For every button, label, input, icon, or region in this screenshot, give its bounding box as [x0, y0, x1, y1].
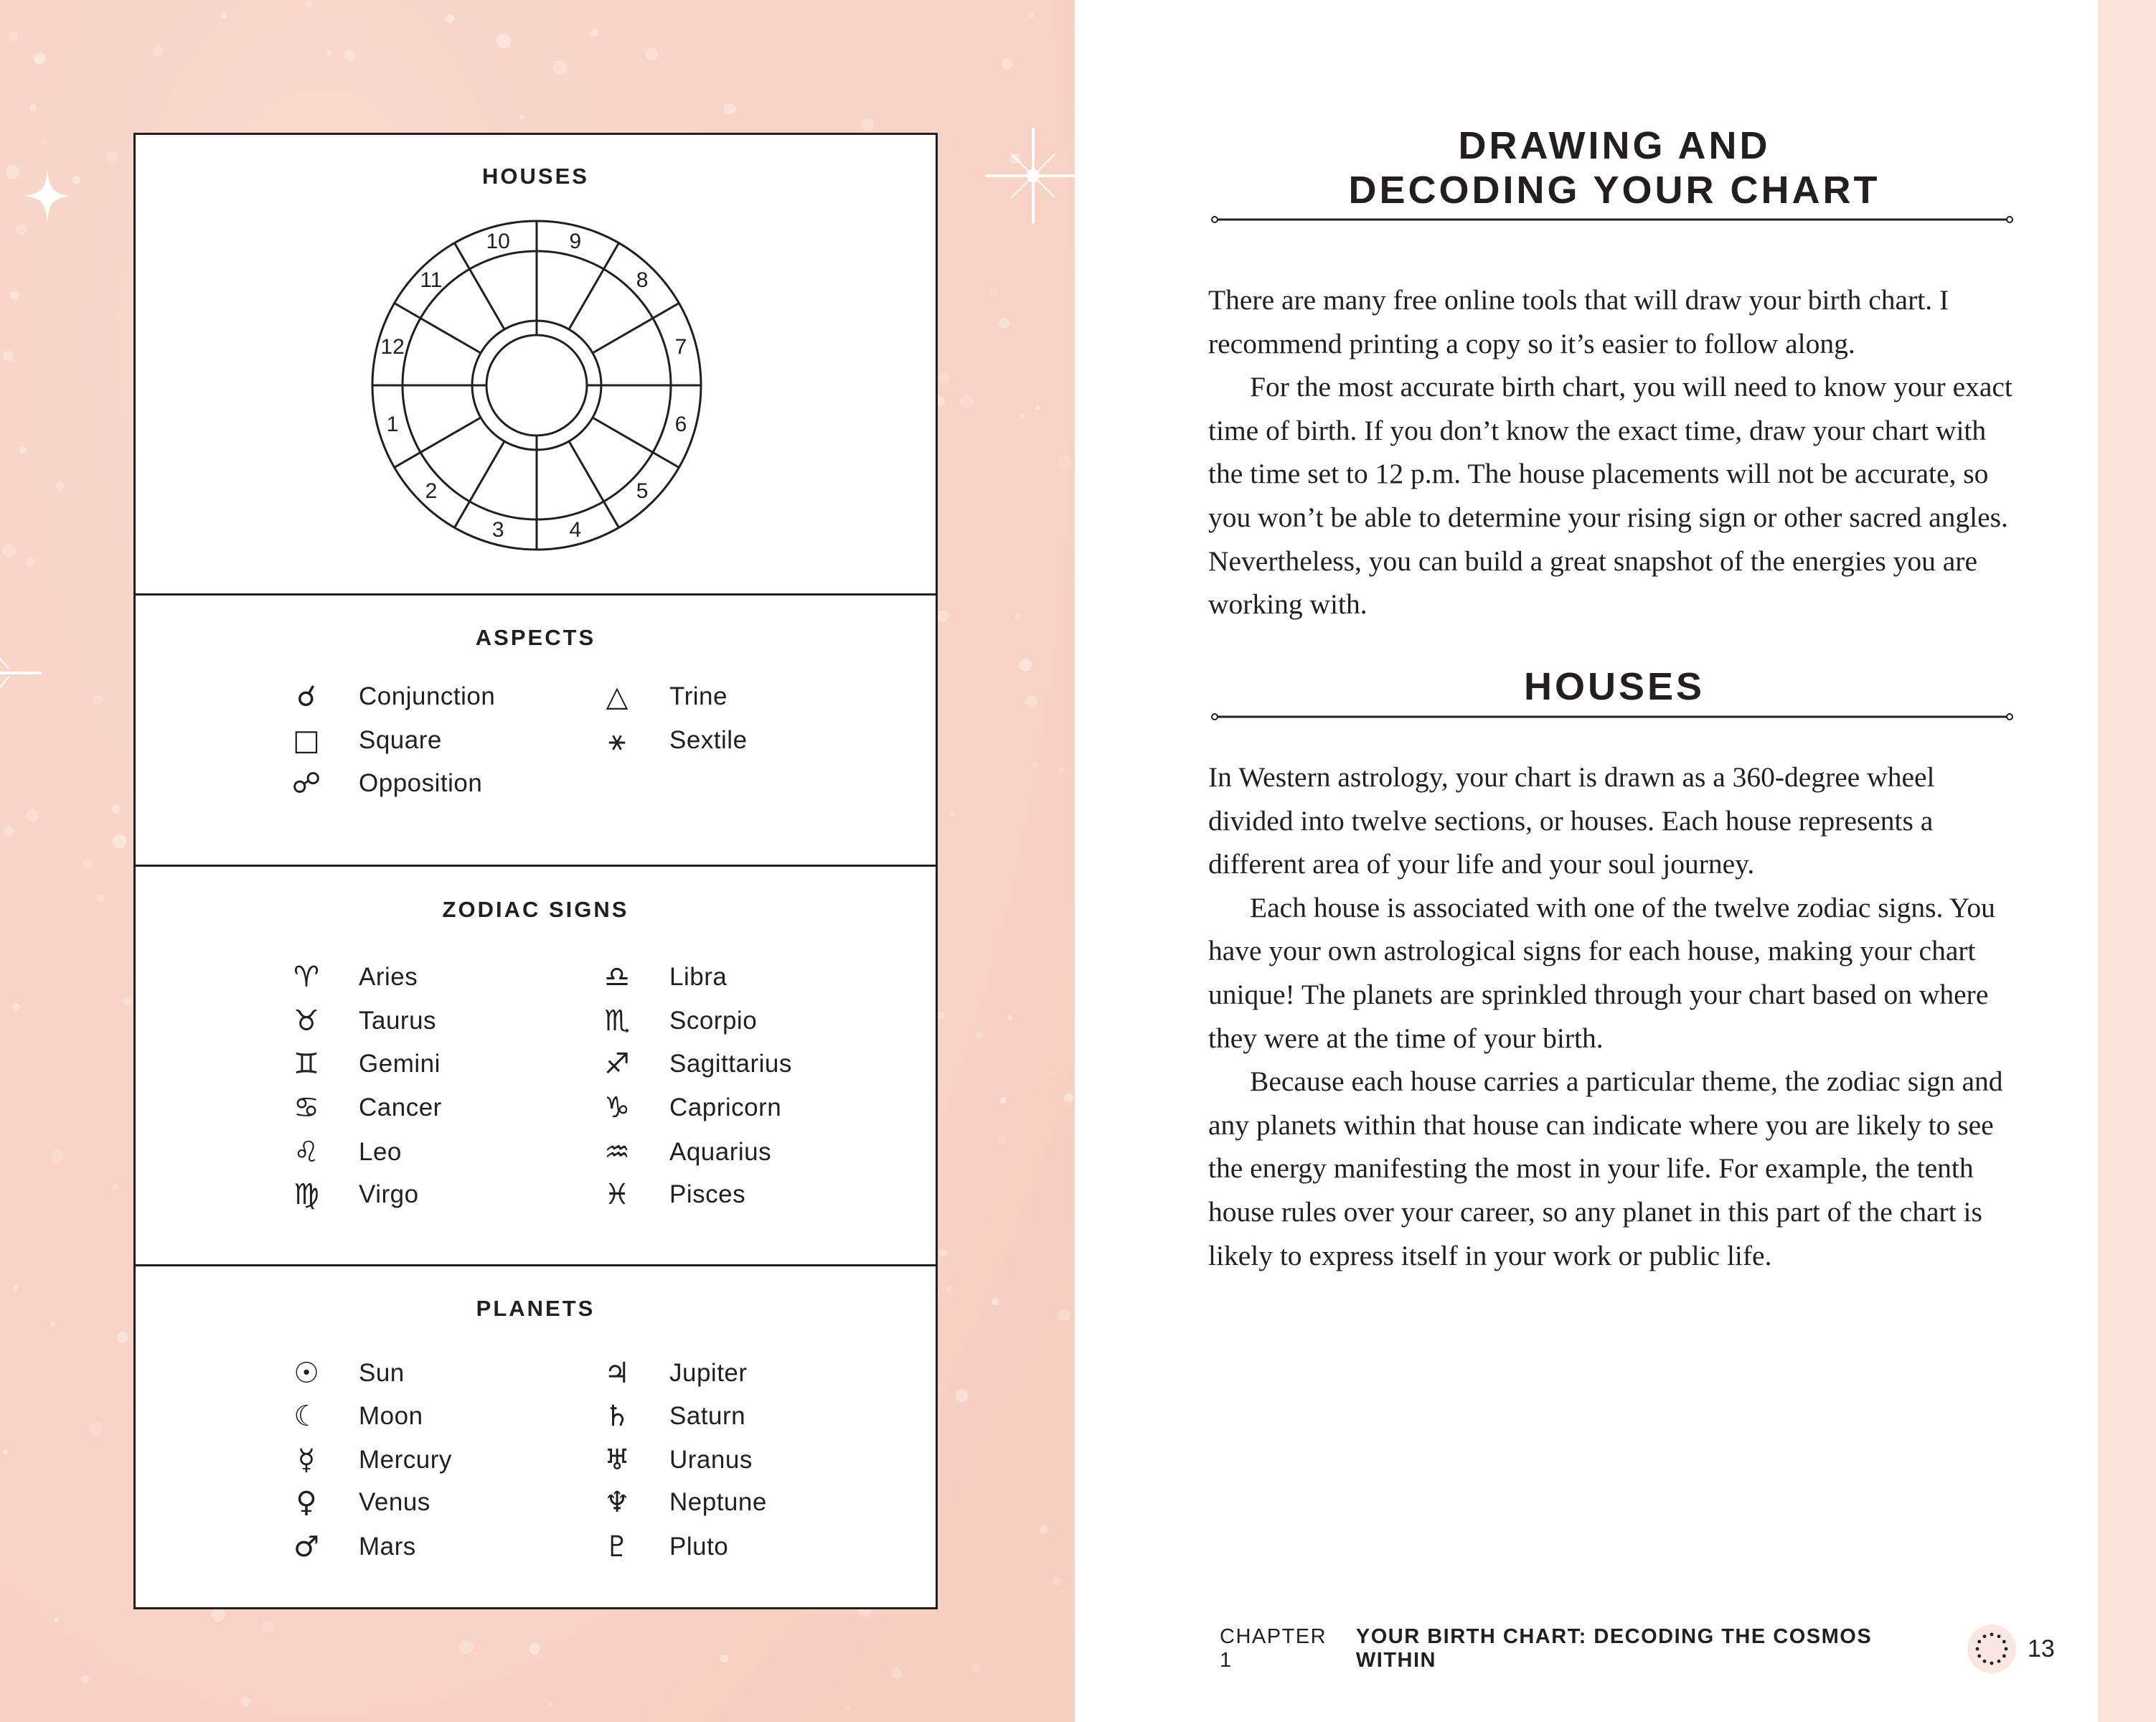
bokeh-dot — [1058, 456, 1072, 470]
gemini-icon: ♊ — [293, 1048, 319, 1081]
sextile-icon: ⚹ — [608, 724, 626, 757]
bokeh-dot — [646, 48, 658, 60]
legend-item-aquarius — [601, 1134, 771, 1170]
bokeh-dot — [6, 165, 20, 179]
ornament-dot — [2002, 1640, 2006, 1644]
legend-item-venus — [290, 1485, 430, 1520]
ornament-dot — [1990, 1633, 1994, 1637]
legend-label: Leo — [359, 1138, 402, 1166]
ornament-dot — [1977, 1655, 1981, 1658]
bokeh-dot — [89, 1422, 103, 1436]
bokeh-dot — [34, 52, 47, 65]
bokeh-dot — [590, 29, 598, 37]
bokeh-dot — [891, 1667, 902, 1678]
ornament-dot — [1983, 1634, 1987, 1638]
virgo-icon: ♍ — [293, 1178, 319, 1211]
legend-item-taurus — [290, 1003, 436, 1039]
cancer-icon: ♋ — [293, 1091, 319, 1124]
planets-section-title: PLANETS — [476, 1296, 596, 1321]
house-number-6: 6 — [674, 412, 687, 436]
house-cusp-line — [569, 441, 619, 527]
bokeh-dot — [553, 60, 567, 74]
houses-text — [1208, 756, 2026, 1277]
wheel-ring — [486, 335, 587, 436]
ornament-dot — [2002, 1655, 2006, 1658]
legend-label: Sextile — [669, 726, 748, 754]
ornament-dot — [1983, 1660, 1987, 1663]
legend-item-libra — [601, 959, 727, 995]
house-cusp-line — [395, 304, 481, 354]
paragraph: Because each house carries a particular theme, the zodiac sign and any planets within that house can indicate where you are likely to see the energy manifesting the most in your life. For example, the tenth house rules over your career, so any planet in this part of the chart is likely to express itself in your work or public life. — [1208, 1065, 2003, 1271]
bokeh-dot — [972, 1663, 981, 1672]
bokeh-dot — [496, 34, 511, 48]
bokeh-dot — [937, 611, 948, 621]
paragraph: For the most accurate birth chart, you will need to know your exact time of birth. If you don’t know the exact time, draw your chart with the time set to 12 p.m. The house placements will not be accurate, so you won’t be able to determine your rising sign or other sacred angles. Nevertheless, you can build a great snapshot of the energies you are working with. — [1208, 371, 2013, 621]
legend-label: Aquarius — [669, 1138, 772, 1166]
house-cusp-line — [395, 418, 481, 468]
ornament-dot — [1976, 1647, 1980, 1651]
house-cusp-line — [593, 304, 679, 354]
legend-label: Virgo — [359, 1180, 419, 1208]
bokeh-dot — [519, 114, 524, 120]
paragraph: Each house is associated with one of the twelve zodiac signs. You have your own astrological signs for each house, making your chart unique! The planets are sprinkled through your chart based on where they were at the time of your birth. — [1208, 891, 1995, 1054]
houses-subheading: HOUSES — [1523, 665, 1705, 708]
bokeh-dot — [12, 1003, 20, 1011]
sparkle-four-point-icon — [25, 170, 70, 222]
chapter-heading — [1191, 123, 2038, 212]
house-number-5: 5 — [636, 479, 649, 504]
leo-icon: ♌ — [293, 1136, 319, 1169]
libra-icon: ♎ — [604, 961, 630, 994]
bokeh-dot — [529, 1643, 540, 1655]
legend-item-sagittarius — [601, 1046, 792, 1082]
bokeh-dot — [956, 1389, 969, 1402]
subheading-rule-divider — [1211, 713, 2013, 720]
ornament-dot — [1977, 1640, 1981, 1644]
legend-label: Sun — [359, 1359, 405, 1387]
legend-item-gemini — [290, 1046, 441, 1082]
bokeh-dot — [107, 152, 117, 162]
legend-item-leo — [290, 1134, 402, 1170]
bokeh-dot — [118, 315, 121, 319]
bokeh-dot — [2, 544, 16, 557]
legend-item-sextile — [601, 723, 748, 758]
legend-item-virgo — [290, 1177, 419, 1213]
bokeh-dot — [3, 351, 14, 362]
bokeh-dot — [3, 1449, 8, 1454]
bokeh-dot — [950, 811, 956, 817]
bokeh-dot — [1028, 12, 1034, 18]
bokeh-dot — [97, 895, 104, 902]
legend-item-scorpio — [601, 1003, 757, 1039]
legend-label: Moon — [359, 1402, 423, 1430]
house-number-12: 12 — [380, 335, 405, 359]
ornament-dot — [2005, 1647, 2008, 1651]
house-wheel-diagram — [136, 135, 936, 594]
legend-item-capricorn — [601, 1090, 781, 1126]
taurus-icon: ♉ — [293, 1004, 319, 1038]
chapter-label: CHAPTER 1 — [1220, 1625, 1327, 1672]
moon-icon: ☾ — [293, 1400, 319, 1433]
house-cusp-line — [593, 418, 679, 468]
bokeh-dot — [724, 103, 735, 114]
bokeh-dot — [221, 12, 227, 19]
bokeh-dot — [93, 695, 103, 705]
bokeh-dot — [960, 395, 974, 408]
bokeh-dot — [112, 805, 121, 814]
sun-icon: ☉ — [293, 1357, 319, 1390]
house-cusp-line — [455, 441, 505, 527]
page-number: 13 — [2028, 1635, 2055, 1662]
bokeh-dot — [16, 224, 27, 235]
neptune-icon: ♆ — [604, 1486, 630, 1519]
symbol-legend-box — [133, 133, 938, 1609]
dotted-circle-ornament-icon — [1967, 1624, 2016, 1673]
legend-label: Trine — [669, 682, 728, 710]
section-divider — [136, 865, 936, 867]
bokeh-dot — [940, 1249, 947, 1256]
bokeh-dot — [56, 481, 65, 490]
bokeh-dot — [1059, 768, 1064, 773]
pisces-icon: ♓ — [604, 1178, 630, 1211]
bokeh-dot — [1064, 1093, 1073, 1103]
opposition-icon: ☍ — [291, 767, 321, 800]
bokeh-dot — [1019, 659, 1032, 672]
bokeh-dot — [992, 1298, 999, 1305]
trine-icon: △ — [606, 680, 629, 713]
bokeh-dot — [240, 1696, 250, 1706]
legend-label: Pluto — [669, 1533, 729, 1561]
legend-label: Square — [359, 726, 442, 754]
paragraph: In Western astrology, your chart is drawn as a 360-degree wheel divided into twelve sections, or houses. Each house represents a different area of your life and your soul journey. — [1208, 761, 1935, 880]
saturn-icon: ♄ — [604, 1400, 630, 1433]
bokeh-dot — [1073, 24, 1080, 31]
legend-label: Mercury — [359, 1446, 452, 1474]
bokeh-dot — [10, 291, 19, 300]
house-number-10: 10 — [486, 230, 510, 254]
sagittarius-icon: ♐ — [604, 1048, 630, 1081]
legend-label: Uranus — [669, 1446, 753, 1474]
bokeh-dot — [1007, 1015, 1012, 1020]
legend-item-trine — [601, 679, 728, 715]
heading-line-2: DECODING YOUR CHART — [1348, 169, 1880, 212]
legend-label: Pisces — [669, 1180, 746, 1208]
bokeh-dot — [19, 446, 27, 453]
heading-line-1: DRAWING AND — [1458, 124, 1771, 167]
legend-label: Gemini — [359, 1050, 441, 1078]
bokeh-dot — [54, 1617, 59, 1622]
bokeh-dot — [997, 1134, 1005, 1142]
bokeh-dot — [50, 1320, 56, 1326]
bokeh-dot — [51, 1149, 64, 1162]
bokeh-dot — [1053, 1577, 1061, 1586]
legend-item-jupiter — [601, 1355, 748, 1391]
legend-label: Cancer — [359, 1093, 442, 1121]
bokeh-dot — [861, 118, 875, 131]
legend-label: Neptune — [669, 1488, 767, 1516]
ornament-dot — [1997, 1634, 2001, 1638]
mercury-icon: ☿ — [297, 1444, 316, 1477]
intro-text — [1208, 278, 2026, 626]
legend-label: Taurus — [359, 1007, 437, 1035]
legend-item-aries — [290, 959, 418, 995]
bokeh-dot — [1035, 405, 1040, 410]
legend-item-saturn — [601, 1398, 745, 1434]
legend-item-neptune — [601, 1485, 767, 1520]
bokeh-dot — [989, 289, 997, 297]
legend-label: Scorpio — [669, 1007, 758, 1035]
house-cusp-line — [455, 243, 505, 329]
house-number-4: 4 — [569, 517, 582, 542]
bokeh-dot — [1025, 695, 1037, 707]
house-number-8: 8 — [636, 268, 649, 292]
capricorn-icon: ♑ — [604, 1091, 630, 1124]
bokeh-dot — [117, 1332, 128, 1343]
square-icon: □ — [293, 724, 320, 757]
bokeh-dot — [1015, 614, 1021, 620]
bokeh-dot — [344, 50, 355, 61]
legend-item-moon — [290, 1398, 423, 1434]
bokeh-dot — [947, 143, 951, 146]
ornament-dot — [1997, 1660, 2001, 1663]
mars-icon: ♂ — [293, 1530, 319, 1563]
legend-item-sun — [290, 1355, 405, 1391]
bokeh-dot — [81, 1675, 89, 1683]
bokeh-dot — [9, 32, 19, 42]
zodiac-section-title: ZODIAC SIGNS — [442, 897, 629, 922]
bokeh-dot — [326, 51, 331, 56]
bokeh-dot — [154, 45, 164, 55]
house-number-3: 3 — [491, 517, 504, 542]
conjunction-icon: ☌ — [296, 680, 316, 713]
house-cusp-line — [569, 243, 619, 329]
legend-item-mars — [290, 1529, 416, 1565]
legend-label: Aries — [359, 963, 418, 991]
aries-icon: ♈ — [293, 961, 319, 994]
legend-label: Sagittarius — [669, 1050, 792, 1078]
legend-label: Opposition — [359, 769, 483, 797]
section-divider — [136, 593, 936, 596]
house-number-11: 11 — [420, 268, 443, 292]
legend-item-opposition — [290, 766, 482, 801]
bokeh-dot — [29, 104, 36, 110]
bokeh-dot — [939, 373, 950, 384]
wheel-ring — [472, 321, 601, 450]
bokeh-dot — [477, 1646, 481, 1650]
bokeh-dot — [1020, 413, 1025, 419]
legend-label: Capricorn — [669, 1093, 782, 1121]
pluto-icon: ♇ — [604, 1530, 630, 1563]
bokeh-dot — [446, 14, 454, 23]
bokeh-dot — [1000, 1097, 1006, 1103]
jupiter-icon: ♃ — [604, 1357, 630, 1390]
aquarius-icon: ♒ — [604, 1136, 630, 1169]
bokeh-dot — [1002, 58, 1013, 70]
ornament-dot — [1990, 1662, 1994, 1665]
aspects-section-title: ASPECTS — [475, 625, 596, 650]
bokeh-dot — [4, 826, 14, 837]
house-number-1: 1 — [386, 412, 399, 436]
house-number-7: 7 — [674, 335, 687, 359]
legend-item-cancer — [290, 1090, 442, 1126]
bokeh-dot — [1032, 761, 1038, 767]
bokeh-dot — [547, 1701, 553, 1707]
house-number-2: 2 — [425, 479, 438, 504]
legend-item-uranus — [601, 1442, 753, 1478]
venus-icon: ♀ — [296, 1486, 317, 1519]
bokeh-dot — [1040, 1525, 1048, 1533]
bokeh-dot — [1052, 1072, 1055, 1075]
uranus-icon: ♅ — [604, 1444, 630, 1477]
section-divider — [136, 1264, 936, 1266]
paragraph: There are many free online tools that will draw your birth chart. I recommend printing a copy so it’s easier to follow along. — [1208, 284, 1949, 359]
bokeh-dot — [26, 557, 35, 567]
sparkle-star-icon — [983, 126, 1083, 226]
legend-item-pluto — [601, 1529, 728, 1565]
bokeh-dot — [999, 318, 1009, 329]
bokeh-dot — [14, 1285, 18, 1289]
bokeh-dot — [305, 0, 312, 7]
heading-rule-divider — [1211, 216, 2013, 223]
bokeh-dot — [113, 1183, 119, 1190]
bokeh-dot — [262, 1621, 274, 1633]
bokeh-dot — [72, 177, 80, 184]
scorpio-icon: ♏ — [604, 1004, 630, 1038]
legend-label: Saturn — [669, 1402, 746, 1430]
legend-label: Jupiter — [669, 1359, 748, 1387]
bokeh-dot — [40, 141, 45, 146]
legend-label: Venus — [359, 1488, 430, 1516]
bokeh-dot — [123, 997, 131, 1005]
sparkle-edge-icon — [0, 646, 43, 703]
bokeh-dot — [27, 809, 39, 822]
legend-label: Mars — [359, 1533, 416, 1561]
bokeh-dot — [946, 1286, 954, 1293]
bokeh-dot — [212, 1609, 225, 1622]
bokeh-dot — [1058, 1309, 1070, 1322]
chapter-title: YOUR BIRTH CHART: DECODING THE COSMOS WITHIN — [1355, 1625, 1873, 1672]
legend-item-conjunction — [290, 679, 495, 715]
legend-label: Libra — [669, 963, 728, 991]
bokeh-dot — [459, 1639, 474, 1654]
running-footer — [1220, 1625, 1944, 1672]
legend-item-pisces — [601, 1177, 745, 1213]
house-number-9: 9 — [569, 230, 582, 254]
bokeh-dot — [113, 834, 126, 848]
bokeh-dot — [720, 1655, 728, 1662]
legend-label: Conjunction — [359, 682, 496, 710]
houses-section-title: HOUSES — [482, 164, 589, 189]
legend-item-mercury — [290, 1442, 452, 1478]
bokeh-dot — [847, 1707, 850, 1711]
bokeh-dot — [976, 1032, 982, 1038]
bokeh-dot — [938, 1012, 946, 1020]
page-edge-strip — [2098, 0, 2156, 1722]
bokeh-dot — [83, 859, 93, 870]
legend-item-square — [290, 723, 442, 758]
